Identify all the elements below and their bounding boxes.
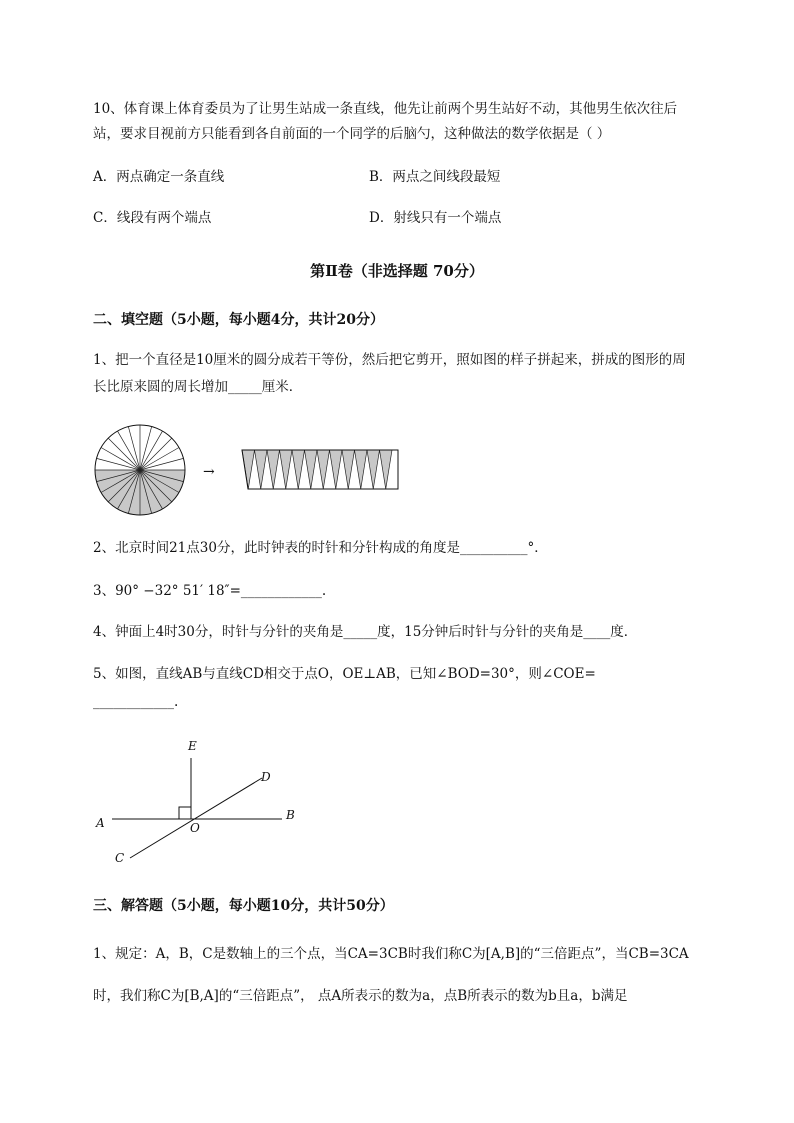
arrow-icon: → <box>203 464 215 480</box>
strip-piece-shaded <box>305 450 318 489</box>
fill-q3: 3、90° −32° 51′ 18″=____________. <box>93 583 327 599</box>
q10-line2: 站，要求目视前方只能看到各自前面的一个同学的后脑勺，这种做法的数学依据是（ ） <box>93 126 611 142</box>
strip-piece-shaded <box>292 450 305 489</box>
strip-piece-shaded <box>280 450 293 489</box>
strip-piece-shaded <box>242 450 255 489</box>
label-o: O <box>190 821 200 835</box>
circle-spoke <box>97 458 140 470</box>
q10-option-a: A．两点确定一条直线 <box>93 169 225 185</box>
q10-line1: 10、体育课上体育委员为了让男生站成一条直线，他先让前两个男生站好不动，其他男生依次往后 <box>93 101 678 117</box>
strip-piece-shaded <box>367 450 380 489</box>
part2-title: 第Ⅱ卷（非选择题 70分） <box>310 262 484 280</box>
solve-q1-line2: 时，我们称C为[B,A]的“三倍距点”， 点A所表示的数为a，点B所表示的数为b且a，b满足 <box>93 988 628 1004</box>
strip-piece-shaded <box>330 450 343 489</box>
circle-spoke <box>140 458 183 470</box>
label-b: B <box>286 808 295 822</box>
strip-piece-shaded <box>317 450 330 489</box>
strip-piece-shaded <box>380 450 393 489</box>
strip-piece-shaded <box>342 450 355 489</box>
circle-figure <box>90 420 400 520</box>
q10-option-d: D．射线只有一个端点 <box>369 210 502 226</box>
line-cd <box>130 778 262 858</box>
circle-spoke <box>140 427 152 470</box>
rearranged-strip <box>242 450 398 489</box>
label-e: E <box>188 739 197 753</box>
strip-piece-shaded <box>355 450 368 489</box>
circle-spokes <box>95 425 185 515</box>
q10-option-c: C．线段有两个端点 <box>93 210 212 226</box>
fill-q5-line1: 5、如图，直线AB与直线CD相交于点O，OE⊥AB，已知∠BOD=30°，则∠COE= <box>93 666 596 682</box>
strip-piece-shaded <box>255 450 268 489</box>
right-angle-mark <box>179 807 191 819</box>
section3-title: 三、解答题（5小题，每小题10分，共计50分） <box>93 898 394 914</box>
circle-spoke <box>128 427 140 470</box>
fill-q1-line2: 长比原来圆的周长增加_____厘米． <box>93 379 303 395</box>
fill-q2: 2、北京时间21点30分，此时钟表的时针和分针构成的角度是__________°． <box>93 540 548 556</box>
q10-option-b: B．两点之间线段最短 <box>369 169 501 185</box>
section2-title: 二、填空题（5小题，每小题4分，共计20分） <box>93 312 384 328</box>
solve-q1-line1: 1、规定：A，B，C是数轴上的三个点，当CA=3CB时我们称C为[A,B]的“三倍距点”，当CB=3CA <box>93 946 689 962</box>
angle-figure <box>90 730 310 870</box>
fill-q4: 4、钟面上4时30分，时针与分针的夹角是_____度，15分钟后时针与分针的夹角是____度． <box>93 624 638 640</box>
label-d: D <box>261 770 271 784</box>
strip-piece-shaded <box>267 450 280 489</box>
label-c: C <box>115 851 125 865</box>
fill-q5-line2: ____________. <box>93 694 179 710</box>
label-a: A <box>96 816 105 830</box>
fill-q1-line1: 1、把一个直径是10厘米的圆分成若干等份，然后把它剪开，照如图的样子拼起来，拼成的图形的周 <box>93 352 686 368</box>
